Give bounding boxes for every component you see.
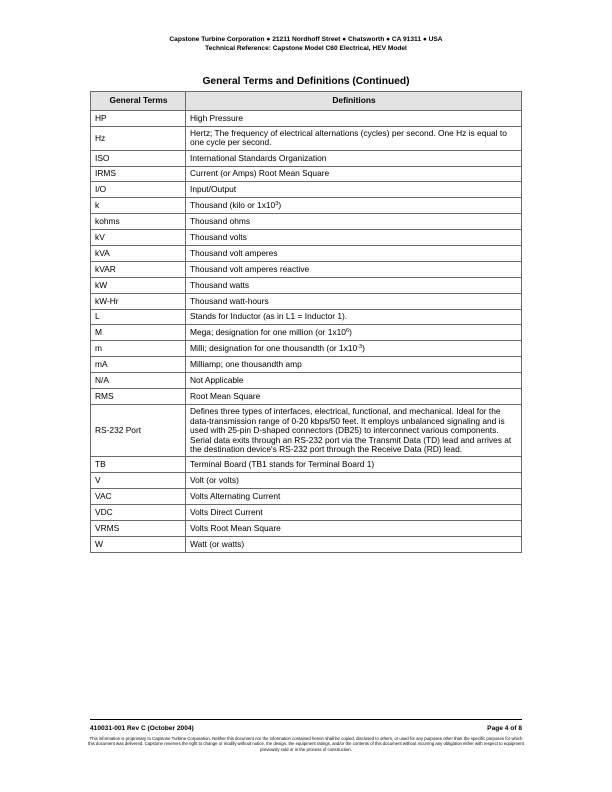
- definition-cell: [186, 341, 522, 357]
- term-cell: kW: [91, 277, 186, 293]
- table-row: [91, 293, 522, 309]
- term-cell: I/O: [91, 182, 186, 198]
- term-cell: VAC: [91, 489, 186, 505]
- term-cell: kVAR: [91, 261, 186, 277]
- definition-cell: Watt (or watts): [186, 536, 522, 552]
- definition-cell: Thousand ohms: [186, 214, 522, 230]
- page-header: [0, 36, 612, 53]
- definition-cell: Thousand watt-hours: [186, 293, 522, 309]
- table-row: [91, 277, 522, 293]
- definition-text: Mega; designation for one million (or 1x10: [190, 327, 346, 338]
- definition-cell: [186, 198, 522, 214]
- table-row: [91, 325, 522, 341]
- definition-cell: Stands for Inductor (as in L1 = Inductor 1).: [186, 309, 522, 325]
- table-row: [91, 230, 522, 246]
- definition-cell: Thousand watts: [186, 277, 522, 293]
- table-row: [91, 536, 522, 552]
- table-row: [91, 214, 522, 230]
- table-row: [91, 246, 522, 262]
- table-row: [91, 505, 522, 521]
- term-cell: V: [91, 473, 186, 489]
- table-row: [91, 357, 522, 373]
- footer-page-number: Page 4 of 8: [487, 725, 522, 732]
- term-cell: N/A: [91, 373, 186, 389]
- definition-text: Thousand (kilo or 1x10: [190, 200, 276, 211]
- definition-cell: Defines three types of interfaces, electrical, functional, and mechanical. Ideal for the data-transmission range of 0-20 kbps/50 feet. It employs unbalanced signaling and is used with 25-pin D-shaped connectors (DB25) to interconnect various components. Serial data exits through an RS-232 port via the Transmit Data (TD) lead and arrives at the destination device's RS-232 port through the Receive Data (RD) lead.: [186, 404, 522, 457]
- header-company-line: Capstone Turbine Corporation ● 21211 Nordhoff Street ● Chatsworth ● CA 91311 ● USA: [169, 36, 443, 43]
- table-row: [91, 473, 522, 489]
- table-row: [91, 111, 522, 127]
- table-title: General Terms and Definitions (Continued): [202, 76, 410, 87]
- definition-exponent: 3: [275, 201, 279, 208]
- term-cell: Hz: [91, 126, 186, 150]
- term-cell: VDC: [91, 505, 186, 521]
- term-cell: k: [91, 198, 186, 214]
- term-cell: ISO: [91, 150, 186, 166]
- definition-text: Milli; designation for one thousandth (or 1x10: [190, 343, 358, 354]
- term-cell: M: [91, 325, 186, 341]
- definition-cell: Terminal Board (TB1 stands for Terminal Board 1): [186, 457, 522, 473]
- definition-cell: Thousand volts: [186, 230, 522, 246]
- term-cell: IRMS: [91, 166, 186, 182]
- definition-suffix: ): [362, 343, 365, 354]
- table-row: [91, 198, 522, 214]
- footer-document-id: 410031-001 Rev C (October 2004): [90, 725, 194, 732]
- column-header-terms: General Terms: [91, 92, 186, 111]
- definition-cell: Milliamp; one thousandth amp: [186, 357, 522, 373]
- term-cell: mA: [91, 357, 186, 373]
- term-cell: kVA: [91, 246, 186, 262]
- definition-exponent: -3: [357, 344, 363, 351]
- table-row: [91, 261, 522, 277]
- table-row: [91, 373, 522, 389]
- definition-cell: Current (or Amps) Root Mean Square: [186, 166, 522, 182]
- footer-proprietary-notice: This information is proprietary to Capstone Turbine Corporation. Neither this document nor the information contained herein shall be copied, disclosed to others, or used for any purposes other than the specific purposes for which this document was delivered. Capstone reserves the right to change or modify without notice, the design, the equipment ratings, and/or the contents of this document without incurring any obligation either with respect to equipment previously sold or in the process of construction.: [88, 736, 524, 752]
- definition-cell: Volts Direct Current: [186, 505, 522, 521]
- table-row: [91, 457, 522, 473]
- footer-divider: [90, 719, 522, 720]
- term-cell: RS-232 Port: [91, 404, 186, 457]
- definition-cell: [186, 325, 522, 341]
- table-row: [91, 389, 522, 405]
- definition-cell: Input/Output: [186, 182, 522, 198]
- definition-cell: Volts Root Mean Square: [186, 521, 522, 537]
- table-header-row: [91, 92, 522, 111]
- definition-cell: Not Applicable: [186, 373, 522, 389]
- definition-cell: Volts Alternating Current: [186, 489, 522, 505]
- definition-suffix: ): [278, 200, 282, 211]
- term-cell: RMS: [91, 389, 186, 405]
- table-row: [91, 521, 522, 537]
- table-row: [91, 166, 522, 182]
- term-cell: kV: [91, 230, 186, 246]
- header-reference-line: Technical Reference: Capstone Model C60 Electrical, HEV Model: [205, 44, 407, 52]
- table-row: [91, 489, 522, 505]
- table-row: [91, 341, 522, 357]
- definition-cell: Thousand volt amperes reactive: [186, 261, 522, 277]
- table-row: [91, 309, 522, 325]
- table-row: [91, 126, 522, 150]
- definition-cell: Root Mean Square: [186, 389, 522, 405]
- definition-cell: International Standards Organization: [186, 150, 522, 166]
- definition-cell: High Pressure: [186, 111, 522, 127]
- term-cell: kohms: [91, 214, 186, 230]
- definition-cell: Thousand volt amperes: [186, 246, 522, 262]
- term-cell: L: [91, 309, 186, 325]
- terms-table: [90, 91, 522, 553]
- term-cell: W: [91, 536, 186, 552]
- table-row: [91, 150, 522, 166]
- definition-cell: Hertz; The frequency of electrical alternations (cycles) per second. One Hz is equal to one cycle per second.: [186, 126, 522, 150]
- term-cell: HP: [91, 111, 186, 127]
- column-header-definitions: Definitions: [186, 92, 522, 111]
- definition-exponent: 6: [345, 328, 350, 335]
- term-cell: kW-Hr: [91, 293, 186, 309]
- term-cell: TB: [91, 457, 186, 473]
- definition-suffix: ): [349, 327, 352, 338]
- table-row: [91, 404, 522, 457]
- table-row: [91, 182, 522, 198]
- term-cell: m: [91, 341, 186, 357]
- definition-cell: Volt (or volts): [186, 473, 522, 489]
- term-cell: VRMS: [91, 521, 186, 537]
